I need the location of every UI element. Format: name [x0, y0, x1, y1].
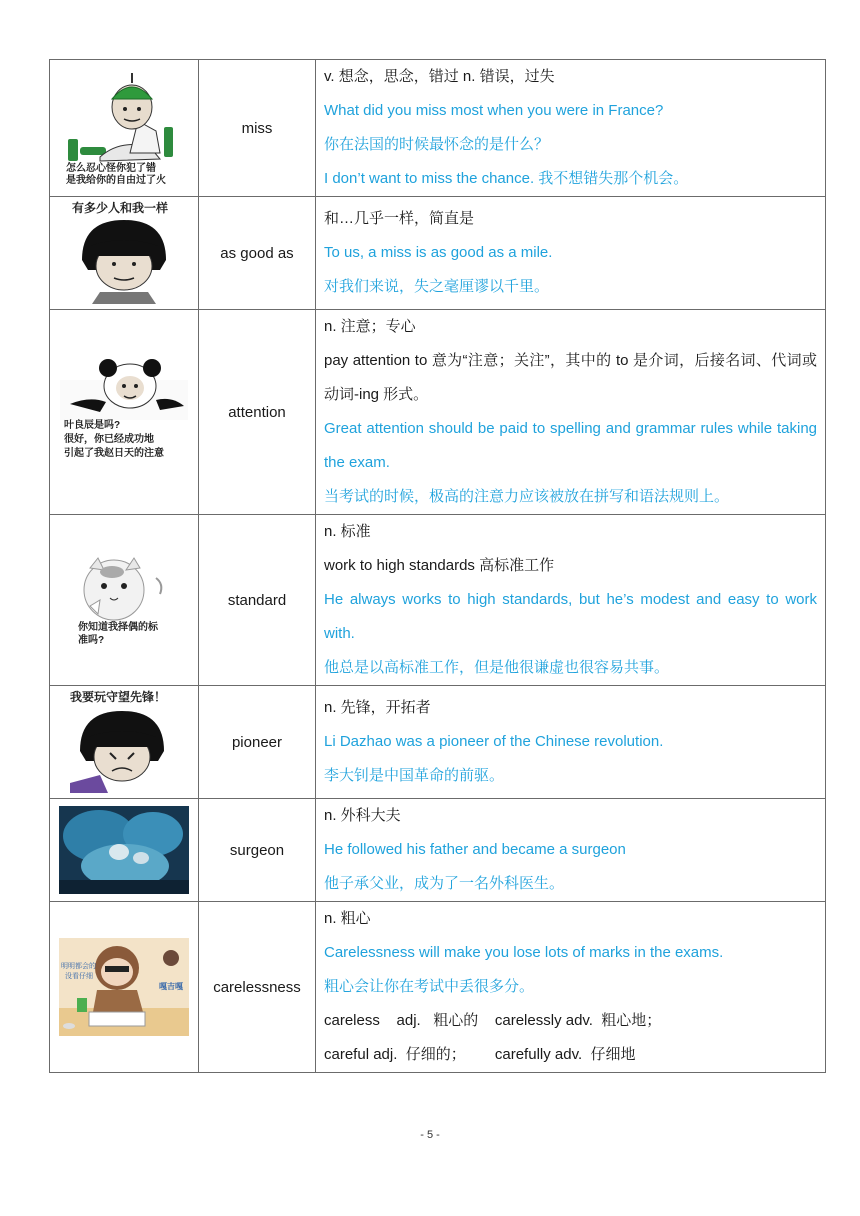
example-translation: 他总是以高标准工作，但是他很谦虚也很容易共事。 [324, 659, 670, 676]
table-row [50, 799, 826, 902]
definition-cell [316, 799, 826, 902]
image-cell [50, 515, 199, 686]
word-cell [199, 902, 316, 1073]
table-row [50, 902, 826, 1073]
table-row [50, 197, 826, 310]
meme-image-hamster [60, 550, 188, 650]
example-sentence: Carelessness will make you lose lots of marks in the exams. [324, 944, 724, 961]
image-caption: 有多少人和我一样 [72, 201, 169, 215]
meme-image-panda [60, 356, 188, 468]
definition: v. 想念，思念，错过 n. 错误，过失 [324, 68, 555, 85]
vocab-word: carelessness [213, 978, 301, 996]
vocab-word: standard [227, 591, 287, 609]
definition-cell [316, 902, 826, 1073]
table-row [50, 310, 826, 515]
vocab-word: as good as [220, 244, 294, 262]
example-translation: 当考试的时候，极高的注意力应该被放在拼写和语法规则上。 [324, 488, 730, 505]
image-caption: 叶良辰是吗? [64, 420, 121, 431]
image-caption: 我要玩守望先锋！ [70, 690, 167, 704]
vocab-word: attention [228, 403, 286, 421]
definition-cell [316, 310, 826, 515]
image-cell [50, 310, 199, 515]
image-caption: 是我给你的自由过了火 [66, 175, 166, 186]
word-cell [199, 197, 316, 310]
image-caption: 很好，你已经成功地 [64, 434, 154, 445]
definition-cell [316, 515, 826, 686]
vocab-word: miss [241, 119, 273, 137]
image-caption: 没看仔细 [65, 973, 93, 980]
image-caption: 怎么忍心怪你犯了错 [66, 163, 156, 174]
meme-image-drunk-man [60, 69, 188, 187]
example-translation: 你在法国的时候最怀念的是什么？ [324, 136, 550, 153]
vocab-word: pioneer [231, 733, 283, 751]
example-sentence: He followed his father and became a surgeon [324, 841, 626, 858]
word-cell [199, 515, 316, 686]
example-sentence: I don’t want to miss the chance. 我不想错失那个机会。 [324, 170, 689, 187]
vocab-word: surgeon [229, 841, 285, 859]
image-cell [50, 686, 199, 799]
example-sentence: Great attention should be paid to spelling and grammar rules while taking the exam. [324, 420, 817, 471]
meme-image-mushroom-head [60, 200, 188, 306]
related-words: careful adj. 仔细的； carefully adv. 仔细地 [324, 1046, 636, 1063]
image-caption: 准吗? [78, 635, 105, 646]
definition: n. 先锋，开拓者 [324, 699, 431, 716]
definition-cell [316, 60, 826, 197]
table-row [50, 686, 826, 799]
example-sentence: To us, a miss is as good as a mile. [324, 244, 553, 261]
example-translation: 李大钊是中国革命的前驱。 [324, 767, 505, 784]
definition: n. 粗心 [324, 910, 371, 927]
table-row [50, 515, 826, 686]
usage-note: pay attention to 意为“注意；关注”，其中的 to 是介词，后接名词、代词或动词-ing 形式。 [324, 352, 817, 403]
meme-image-crying-mushroom-head [60, 689, 188, 795]
word-cell [199, 310, 316, 515]
word-cell [199, 686, 316, 799]
image-caption: 引起了我赵日天的注意 [64, 448, 164, 459]
definition-cell [316, 197, 826, 310]
example-sentence: What did you miss most when you were in France? [324, 102, 664, 119]
example-translation: 他子承父业，成为了一名外科医生。 [324, 875, 565, 892]
page-number: - 5 - [420, 1129, 440, 1141]
image-cell [50, 197, 199, 310]
table-row [50, 60, 826, 197]
image-caption: 明明都会的 [61, 963, 96, 970]
definition: n. 标准 [324, 523, 371, 540]
image-cell [50, 902, 199, 1073]
example-sentence: He always works to high standards, but he’s modest and easy to work with. [324, 591, 817, 642]
surgery-photo [59, 806, 189, 894]
definition: 和…几乎一样，简直是 [324, 210, 475, 227]
example-translation: 粗心会让你在考试中丢很多分。 [324, 978, 535, 995]
vocabulary-table [49, 59, 826, 1073]
image-cell [50, 799, 199, 902]
definition-cell [316, 686, 826, 799]
definition: n. 注意；专心 [324, 318, 416, 335]
word-cell [199, 799, 316, 902]
cartoon-student-image [59, 938, 189, 1036]
example-translation: 对我们来说，失之毫厘谬以千里。 [324, 278, 550, 295]
related-words: careless adj. 粗心的 carelessly adv. 粗心地； [324, 1012, 662, 1029]
image-caption: 嘎吉嘎 [159, 982, 183, 991]
image-caption: 你知道我择偶的标 [78, 622, 158, 633]
word-cell [199, 60, 316, 197]
definition: n. 外科大夫 [324, 807, 401, 824]
example-sentence: Li Dazhao was a pioneer of the Chinese revolution. [324, 733, 664, 750]
usage-phrase: work to high standards 高标准工作 [324, 557, 555, 574]
image-cell [50, 60, 199, 197]
